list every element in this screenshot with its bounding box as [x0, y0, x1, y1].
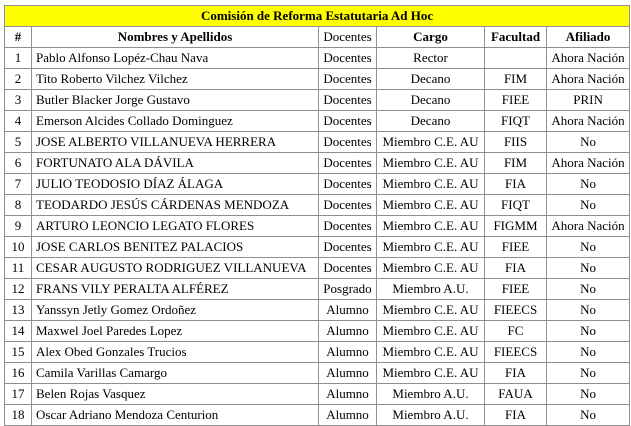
cell-afiliado: PRIN [547, 90, 630, 111]
cell-category: Docentes [319, 258, 377, 279]
cell-name: JOSE CARLOS BENITEZ PALACIOS [32, 237, 319, 258]
cell-facultad: FC [485, 321, 547, 342]
cell-cargo: Miembro C.E. AU [377, 300, 485, 321]
cell-num: 16 [5, 363, 32, 384]
table-row [5, 279, 630, 300]
cell-category: Docentes [319, 237, 377, 258]
cell-num: 3 [5, 90, 32, 111]
cell-name: Oscar Adriano Mendoza Centurion [32, 405, 319, 426]
cell-facultad: FIM [485, 69, 547, 90]
cell-facultad: FIQT [485, 111, 547, 132]
cell-num: 15 [5, 342, 32, 363]
cell-category: Docentes [319, 216, 377, 237]
table-row [5, 111, 630, 132]
table-header-row [5, 27, 630, 48]
table-row [5, 132, 630, 153]
cell-facultad: FIEE [485, 279, 547, 300]
cell-facultad: FIEE [485, 90, 547, 111]
cell-category: Docentes [319, 153, 377, 174]
commission-table [4, 5, 630, 426]
table-row [5, 174, 630, 195]
cell-name: Maxwel Joel Paredes Lopez [32, 321, 319, 342]
cell-cargo: Miembro C.E. AU [377, 153, 485, 174]
cell-category: Alumno [319, 342, 377, 363]
cell-cargo: Decano [377, 111, 485, 132]
cell-cargo: Rector [377, 48, 485, 69]
table-row [5, 153, 630, 174]
cell-cargo: Miembro C.E. AU [377, 216, 485, 237]
table-title-row [5, 6, 630, 27]
cell-cargo: Miembro C.E. AU [377, 174, 485, 195]
cell-name: Emerson Alcides Collado Dominguez [32, 111, 319, 132]
cell-facultad: FIEECS [485, 342, 547, 363]
cell-category: Docentes [319, 69, 377, 90]
header-name: Nombres y Apellidos [32, 27, 319, 48]
cell-afiliado: No [547, 195, 630, 216]
header-facultad: Facultad [485, 27, 547, 48]
cell-num: 2 [5, 69, 32, 90]
cell-cargo: Miembro A.U. [377, 384, 485, 405]
cell-cargo: Miembro C.E. AU [377, 321, 485, 342]
table-row [5, 69, 630, 90]
cell-num: 12 [5, 279, 32, 300]
cell-category: Alumno [319, 405, 377, 426]
cell-facultad: FIM [485, 153, 547, 174]
cell-num: 6 [5, 153, 32, 174]
cell-afiliado: Ahora Nación [547, 69, 630, 90]
cell-afiliado: Ahora Nación [547, 111, 630, 132]
cell-name: CESAR AUGUSTO RODRIGUEZ VILLANUEVA [32, 258, 319, 279]
cell-category: Alumno [319, 363, 377, 384]
cell-facultad: FIIS [485, 132, 547, 153]
cell-num: 10 [5, 237, 32, 258]
header-category: Docentes [319, 27, 377, 48]
cell-category: Docentes [319, 195, 377, 216]
table-row [5, 384, 630, 405]
cell-name: Belen Rojas Vasquez [32, 384, 319, 405]
cell-cargo: Miembro C.E. AU [377, 132, 485, 153]
header-num: # [5, 27, 32, 48]
table-row [5, 216, 630, 237]
cell-cargo: Miembro A.U. [377, 405, 485, 426]
table-title: Comisión de Reforma Estatutaria Ad Hoc [5, 6, 630, 27]
cell-num: 14 [5, 321, 32, 342]
cell-num: 9 [5, 216, 32, 237]
cell-category: Posgrado [319, 279, 377, 300]
cell-cargo: Decano [377, 90, 485, 111]
cell-afiliado: No [547, 258, 630, 279]
cell-num: 1 [5, 48, 32, 69]
cell-name: Yanssyn Jetly Gomez Ordoñez [32, 300, 319, 321]
table-row [5, 363, 630, 384]
cell-num: 5 [5, 132, 32, 153]
cell-category: Alumno [319, 300, 377, 321]
cell-name: FORTUNATO ALA DÁVILA [32, 153, 319, 174]
cell-cargo: Decano [377, 69, 485, 90]
cell-facultad [485, 48, 547, 69]
table-row [5, 405, 630, 426]
cell-name: FRANS VILY PERALTA ALFÉREZ [32, 279, 319, 300]
cell-facultad: FIA [485, 363, 547, 384]
cell-name: Alex Obed Gonzales Trucios [32, 342, 319, 363]
cell-afiliado: No [547, 321, 630, 342]
cell-num: 8 [5, 195, 32, 216]
cell-facultad: FIA [485, 258, 547, 279]
table-row [5, 300, 630, 321]
cell-afiliado: No [547, 174, 630, 195]
cell-facultad: FIA [485, 405, 547, 426]
cell-num: 4 [5, 111, 32, 132]
cell-facultad: FAUA [485, 384, 547, 405]
cell-name: Butler Blacker Jorge Gustavo [32, 90, 319, 111]
cell-facultad: FIQT [485, 195, 547, 216]
cell-afiliado: No [547, 342, 630, 363]
cell-num: 17 [5, 384, 32, 405]
cell-afiliado: Ahora Nación [547, 153, 630, 174]
cell-afiliado: No [547, 363, 630, 384]
cell-afiliado: No [547, 279, 630, 300]
table-row [5, 342, 630, 363]
cell-name: Tito Roberto Vilchez Vilchez [32, 69, 319, 90]
cell-cargo: Miembro A.U. [377, 279, 485, 300]
cell-facultad: FIEE [485, 237, 547, 258]
cell-cargo: Miembro C.E. AU [377, 237, 485, 258]
cell-num: 13 [5, 300, 32, 321]
cell-afiliado: No [547, 237, 630, 258]
table-row [5, 321, 630, 342]
header-afiliado: Afiliado [547, 27, 630, 48]
cell-category: Docentes [319, 132, 377, 153]
table-row [5, 48, 630, 69]
cell-category: Alumno [319, 321, 377, 342]
cell-name: Camila Varillas Camargo [32, 363, 319, 384]
cell-cargo: Miembro C.E. AU [377, 258, 485, 279]
cell-afiliado: No [547, 300, 630, 321]
cell-afiliado: No [547, 132, 630, 153]
table-row [5, 258, 630, 279]
table-row [5, 90, 630, 111]
cell-cargo: Miembro C.E. AU [377, 195, 485, 216]
cell-category: Docentes [319, 111, 377, 132]
cell-num: 7 [5, 174, 32, 195]
cell-afiliado: No [547, 384, 630, 405]
cell-name: ARTURO LEONCIO LEGATO FLORES [32, 216, 319, 237]
cell-name: TEODARDO JESÚS CÁRDENAS MENDOZA [32, 195, 319, 216]
cell-cargo: Miembro C.E. AU [377, 342, 485, 363]
cell-category: Docentes [319, 90, 377, 111]
cell-category: Docentes [319, 48, 377, 69]
table-row [5, 237, 630, 258]
cell-name: JOSE ALBERTO VILLANUEVA HERRERA [32, 132, 319, 153]
table-row [5, 195, 630, 216]
cell-category: Docentes [319, 174, 377, 195]
cell-name: Pablo Alfonso Lopéz-Chau Nava [32, 48, 319, 69]
cell-afiliado: Ahora Nación [547, 216, 630, 237]
cell-afiliado: Ahora Nación [547, 48, 630, 69]
cell-facultad: FIGMM [485, 216, 547, 237]
table-body [5, 48, 630, 426]
cell-num: 11 [5, 258, 32, 279]
cell-name: JULIO TEODOSIO DÍAZ ÁLAGA [32, 174, 319, 195]
cell-facultad: FIEECS [485, 300, 547, 321]
cell-cargo: Miembro C.E. AU [377, 363, 485, 384]
cell-afiliado: No [547, 405, 630, 426]
header-cargo: Cargo [377, 27, 485, 48]
cell-facultad: FIA [485, 174, 547, 195]
cell-num: 18 [5, 405, 32, 426]
cell-category: Alumno [319, 384, 377, 405]
